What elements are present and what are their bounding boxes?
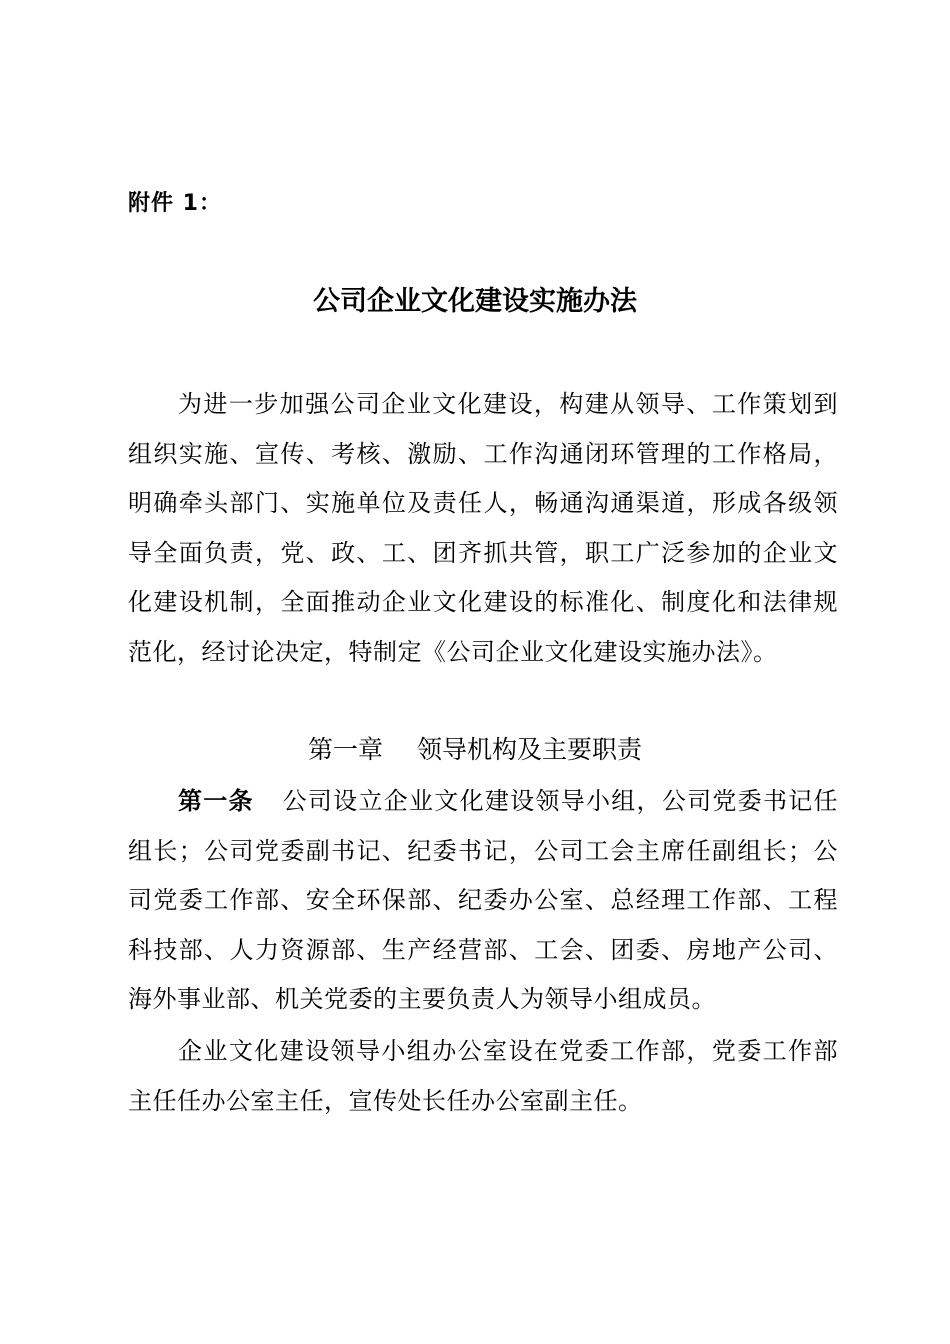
- article-1-paragraph: [128, 777, 838, 1025]
- article-1-label: 第一条: [178, 787, 254, 815]
- chapter-heading: [0, 728, 950, 772]
- article-1-text: 公司设立企业文化建设领导小组，公司党委书记任组长；公司党委副书记、纪委书记，公司工会主席任副组长；公司党委工作部、安全环保部、纪委办公室、总经理工作部、工程科技部、人力资源部、生产经营部、工会、团委、房地产公司、海外事业部、机关党委的主要负责人为领导小组成员。: [128, 787, 839, 1013]
- chapter-title: 领导机构及主要职责: [417, 735, 643, 764]
- attachment-label: 附件 1：: [128, 191, 222, 216]
- office-paragraph: 企业文化建设领导小组办公室设在党委工作部，党委工作部主任任办公室主任，宣传处长任办公室副主任。: [128, 1037, 838, 1115]
- chapter-number: 第一章: [307, 735, 383, 764]
- document-title: 公司企业文化建设实施办法: [313, 286, 637, 317]
- intro-paragraph: 为进一步加强公司企业文化建设，构建从领导、工作策划到组织实施、宣传、考核、激励、工作沟通闭环管理的工作格局，明确牵头部门、实施单位及责任人，畅通沟通渠道，形成各级领导全面负责，党、政、工、团齐抓共管，职工广泛参加的企业文化建设机制，全面推动企业文化建设的标准化、制度化和法律规范化，经讨论决定，特制定《公司企业文化建设实施办法》。: [128, 390, 838, 666]
